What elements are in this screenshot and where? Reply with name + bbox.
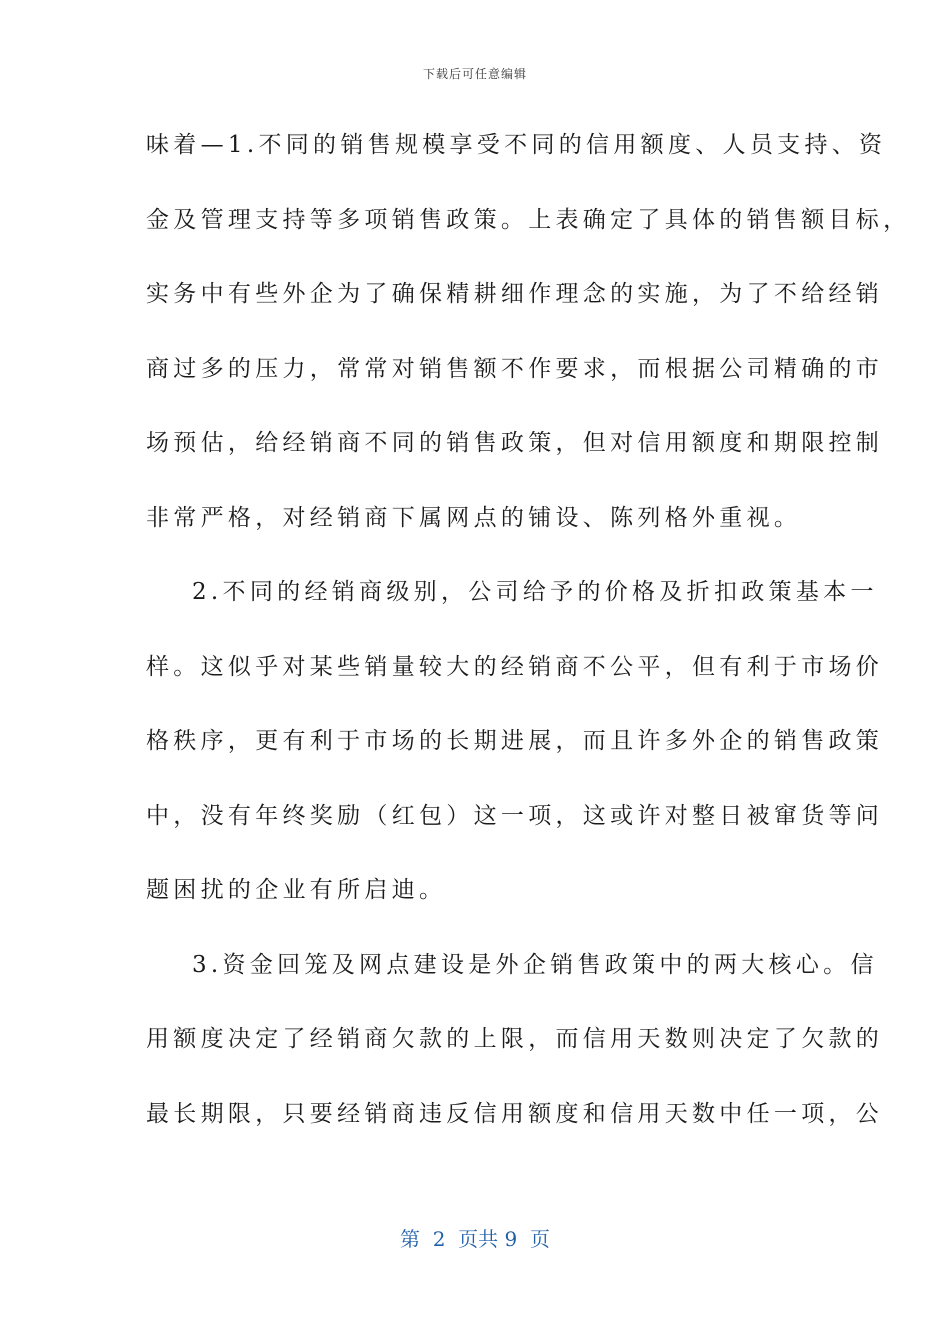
text-line: 场预估，给经销商不同的销售政策，但对信用额度和期限控制 (146, 430, 884, 456)
text-line: 用额度决定了经销商欠款的上限，而信用天数则决定了欠款的 (146, 1026, 884, 1052)
page-header: 下载后可任意编辑 (422, 67, 527, 81)
text-line: 金及管理支持等多项销售政策。上表确定了具体的销售额目标， (146, 206, 911, 233)
text-line: 味着—1.不同的销售规模享受不同的信用额度、人员支持、资 (146, 132, 887, 158)
text-line: 商过多的压力，常常对销售额不作要求，而根据公司精确的市 (146, 355, 884, 382)
text-line: 3.资金回笼及网点建设是外企销售政策中的两大核心。信 (192, 951, 878, 978)
text-line: 中，没有年终奖励（红包）这一项，这或许对整日被窜货等问 (146, 802, 884, 829)
text-line: 实务中有些外企为了确保精耕细作理念的实施，为了不给经销 (146, 281, 884, 307)
text-line: 最长期限，只要经销商违反信用额度和信用天数中任一项，公 (146, 1100, 884, 1127)
text-line: 题困扰的企业有所启迪。 (146, 877, 447, 903)
text-line: 样。这似乎对某些销量较大的经销商不公平，但有利于市场价 (146, 653, 884, 680)
text-line: 2.不同的经销商级别，公司给予的价格及折扣政策基本一 (192, 579, 878, 605)
text-line: 格秩序，更有利于市场的长期进展，而且许多外企的销售政策 (146, 728, 884, 754)
text-line: 非常严格，对经销商下属网点的铺设、陈列格外重视。 (146, 504, 802, 531)
page-footer: 第 2 页共 9 页 (400, 1227, 550, 1251)
document-body (146, 120, 911, 1163)
